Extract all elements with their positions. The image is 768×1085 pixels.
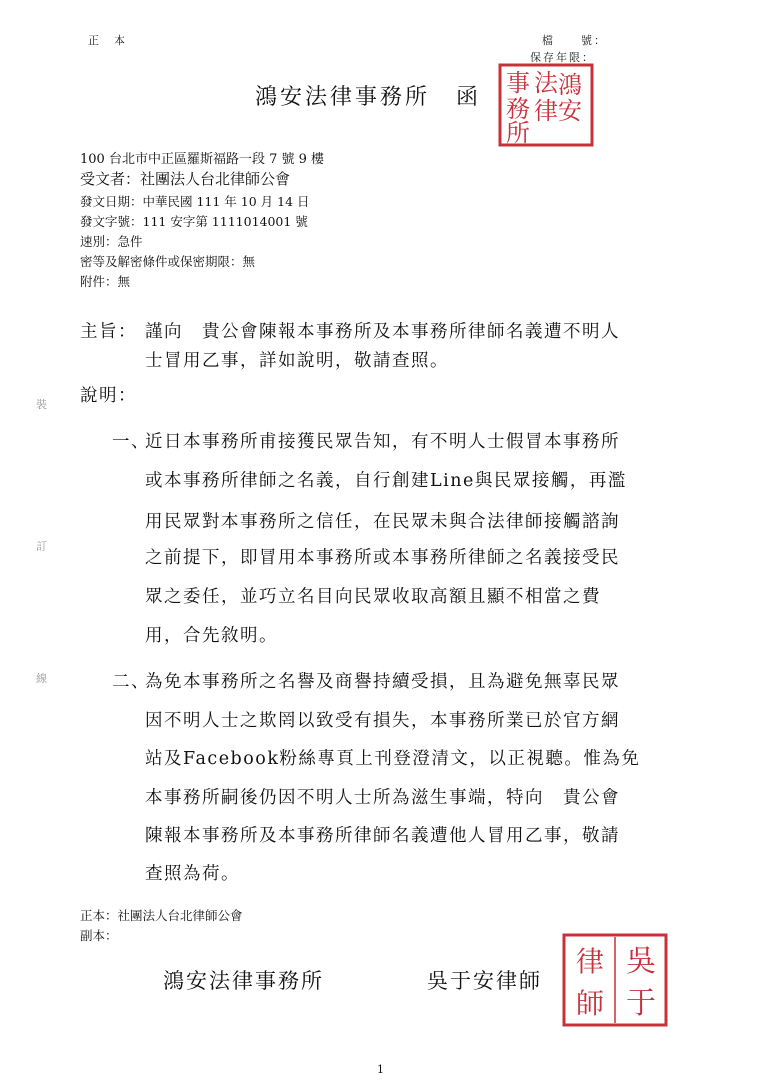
margin-mark-staple: 訂 [36,540,47,553]
subject-line-2: 士冒用乙事，詳如說明，敬請查照。 [145,351,449,371]
attachment-line: 附件：無 [80,274,131,289]
reference-number: 發文字號：111 安字第 1111014001 號 [80,214,308,229]
item2-line: 陳報本事務所及本事務所律師名義遭他人冒用乙事，敬請 [145,826,620,846]
delivery-speed: 速別：急件 [80,234,143,249]
margin-mark-bind: 裝 [36,398,47,411]
seal-char: 律 [575,945,605,978]
file-number-label: 檔 號： [542,34,607,47]
lawyer-seal [562,933,668,1027]
copy-recipient: 副本： [80,928,118,943]
explanation-label: 說明： [80,386,137,406]
item-number: 一、 [112,432,150,452]
item1-line: 或本事務所律師之名義，自行創建Line與民眾接觸，再濫 [145,471,627,491]
seal-char: 務 [506,95,530,123]
recipient-line: 受文者：社團法人台北律師公會 [80,170,291,188]
seal-char: 所 [506,119,530,147]
document-title [255,80,481,111]
item2-line: 為免本事務所之名譽及商譽持續受損，且為避免無辜民眾 [145,672,620,692]
seal-char: 律 [534,97,558,125]
signature-lawyer: 吳于安律師 [427,969,542,993]
item1-line: 近日本事務所甫接獲民眾告知，有不明人士假冒本事務所 [145,432,620,452]
issue-date: 發文日期：中華民國 111 年 10 月 14 日 [80,194,310,209]
seal-char: 于 [626,986,656,1021]
item2-line: 查照為荷。 [145,864,240,884]
item1-line: 之前提下，即冒用本事務所或本事務所律師之名義接受民 [145,548,620,568]
doc-type: 函 [456,85,482,110]
item2-line: 本事務所嗣後仍因不明人士所為滋生事端，特向 貴公會 [145,788,620,808]
margin-mark-line: 線 [36,672,47,685]
copy-type-label: 正 本 [88,34,127,47]
seal-char: 吳 [626,944,656,979]
item2-line: 因不明人士之欺罔以致受有損失，本事務所業已於官方網 [145,711,620,731]
item2-line: 站及Facebook粉絲專頁上刊登澄清文，以正視聽。惟為免 [145,749,641,769]
original-recipient: 正本：社團法人台北律師公會 [80,908,243,923]
item1-line: 用，合先敘明。 [145,626,278,646]
firm-name: 鴻安法律事務所 [255,85,431,110]
item1-line: 眾之委任，並巧立名目向民眾收取高額且顯不相當之費 [145,587,601,607]
firm-address: 100 台北市中正區羅斯福路一段 7 號 9 樓 [80,152,325,167]
security-level: 密等及解密條件或保密期限：無 [80,254,256,269]
seal-char: 安 [558,97,582,125]
seal-char: 事 [506,69,530,97]
subject-line-1: 謹向 貴公會陳報本事務所及本事務所律師名義遭不明人 [145,322,620,342]
item-number: 二、 [112,672,150,692]
seal-char: 鴻 [558,71,582,99]
seal-char: 師 [575,987,605,1020]
seal-char: 法 [534,69,558,97]
firm-seal [498,63,594,147]
signature-firm: 鴻安法律事務所 [163,969,324,993]
retention-label: 保存年限： [530,51,595,64]
subject-label: 主旨： [80,322,137,342]
item1-line: 用民眾對本事務所之信任，在民眾未與合法律師接觸諮詢 [145,512,620,532]
page-number: 1 [377,1063,384,1076]
